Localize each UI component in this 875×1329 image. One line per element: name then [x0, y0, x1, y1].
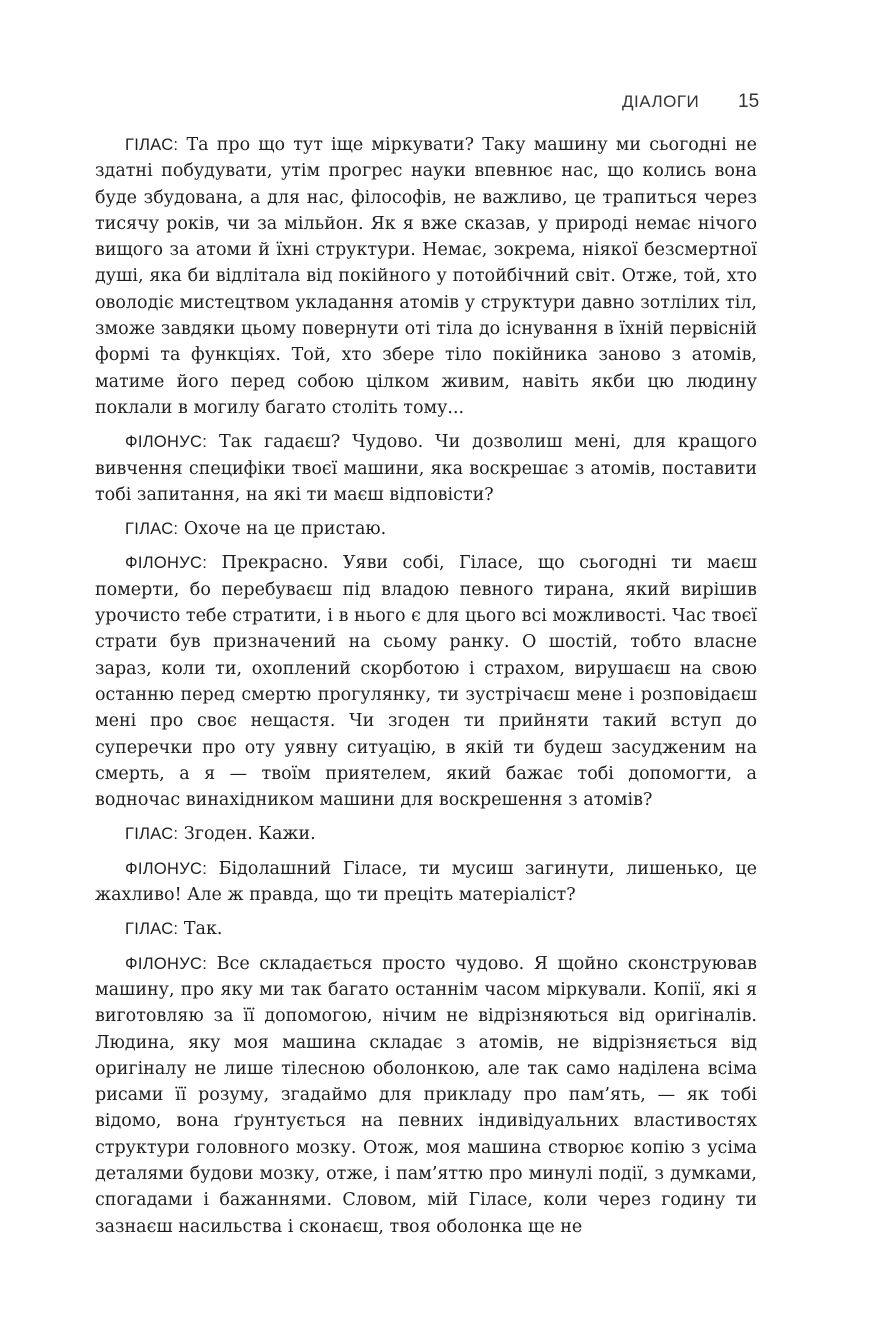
dialogue-paragraph	[95, 429, 757, 508]
speaker-name: ФІЛОНУС:	[125, 554, 208, 573]
speaker-name: ГІЛАС:	[125, 520, 179, 539]
dialogue-paragraph	[95, 550, 757, 813]
speaker-name: ФІЛОНУС:	[125, 954, 208, 973]
dialogue-paragraph	[95, 951, 757, 1240]
dialogue-text: Так.	[183, 919, 223, 940]
speaker-name: ФІЛОНУС:	[125, 433, 208, 452]
speaker-name: ГІЛАС:	[125, 825, 179, 844]
speaker-name: ГІЛАС:	[125, 136, 179, 154]
dialogue-paragraph	[95, 916, 757, 942]
page-body	[95, 132, 757, 1248]
dialogue-paragraph	[95, 821, 757, 847]
dialogue-text: Так гадаєш? Чудово. Чи дозволиш мені, для кращого вивчення специфіки твоєї машини, яка воскрешає з атомів, поставити тобі запитання, на які ти маєш відповісти?	[95, 432, 757, 505]
dialogue-text: Бідолашний Гіласе, ти мусиш загинути, лишенько, це жахливо! Але ж правда, що ти преціть матеріаліст?	[95, 858, 757, 906]
dialogue-text: Охоче на це пристаю.	[183, 519, 387, 540]
running-title: ДІАЛОГИ	[622, 92, 700, 111]
speaker-name: ГІЛАС:	[125, 920, 179, 939]
dialogue-paragraph	[95, 856, 757, 909]
speaker-name: ФІЛОНУС:	[125, 859, 208, 878]
dialogue-text: Згоден. Кажи.	[183, 824, 316, 845]
page-number: 15	[738, 91, 760, 112]
dialogue-paragraph	[95, 132, 757, 421]
dialogue-text: Все складається просто чудово. Я щойно сконструював машину, про яку ми так багато останнім часом міркували. Копії, які я виготовляю за її допомогою, нічим не відрізняються від оригіналів. Людина, яку моя машина складає з атомів, не відрізняється від оригіналу не лише тілесною оболонкою, але так само наділена всіма рисами її розуму, згадаймо для прикладу про пам’ять, — як тобі відомо, вона ґрунтується на певних індивідуальних властивостях структури головного мозку. Отож, моя машина створює копію з усіма деталями будови мозку, отже, і пам’яттю про минулі події, з думками, спогадами і бажаннями. Словом, мій Гіласе, коли через годину ти зазнаєш насильства і сконаєш, твоя оболонка ще не	[95, 953, 757, 1237]
dialogue-paragraph	[95, 516, 757, 542]
dialogue-text: Прекрасно. Уяви собі, Гіласе, що сьогодні ти маєш померти, бо перебуваєш під владою певного тирана, який вирішив урочисто тебе стратити, і в нього є для цього всі можливості. Час твоєї страти був призначений на сьому ранку. О шостій, тобто власне зараз, коли ти, охоплений скорботою і страхом, вирушаєш на свою останню перед смертю прогулянку, ти зустрічаєш мене і розповідаєш мені про своє нещастя. Чи згоден ти прийняти такий вступ до суперечки про оту уявну ситуацію, в якій ти будеш засудженим на смерть, а я — твоїм приятелем, який бажає тобі допомогти, а водночас винахідником машини для воскрешення з атомів?	[95, 553, 757, 811]
page-header	[0, 88, 875, 118]
dialogue-text: Та про що тут іще міркувати? Таку машину ми сьогодні не здатні побудувати, утім прогрес науки впевнює нас, що колись вона буде збудована, а для нас, філософів, не важливо, це трапиться через тисячу років, чи за мільйон. Як я вже сказав, у природі немає нічого вищого за атоми й їхні структури. Немає, зокрема, ніякої безсмертної душі, яка би відлітала від покійного у потойбічний світ. Отже, той, хто оволодіє мистецтвом укладання атомів у структури давно зотлілих тіл, зможе завдяки цьому повернути оті тіла до існування в їхній первісній формі та функціях. Той, хто збере тіло покійника заново з атомів, матиме його перед собою цілком живим, навіть якби цю людину поклали в могилу багато століть тому...	[95, 135, 757, 418]
